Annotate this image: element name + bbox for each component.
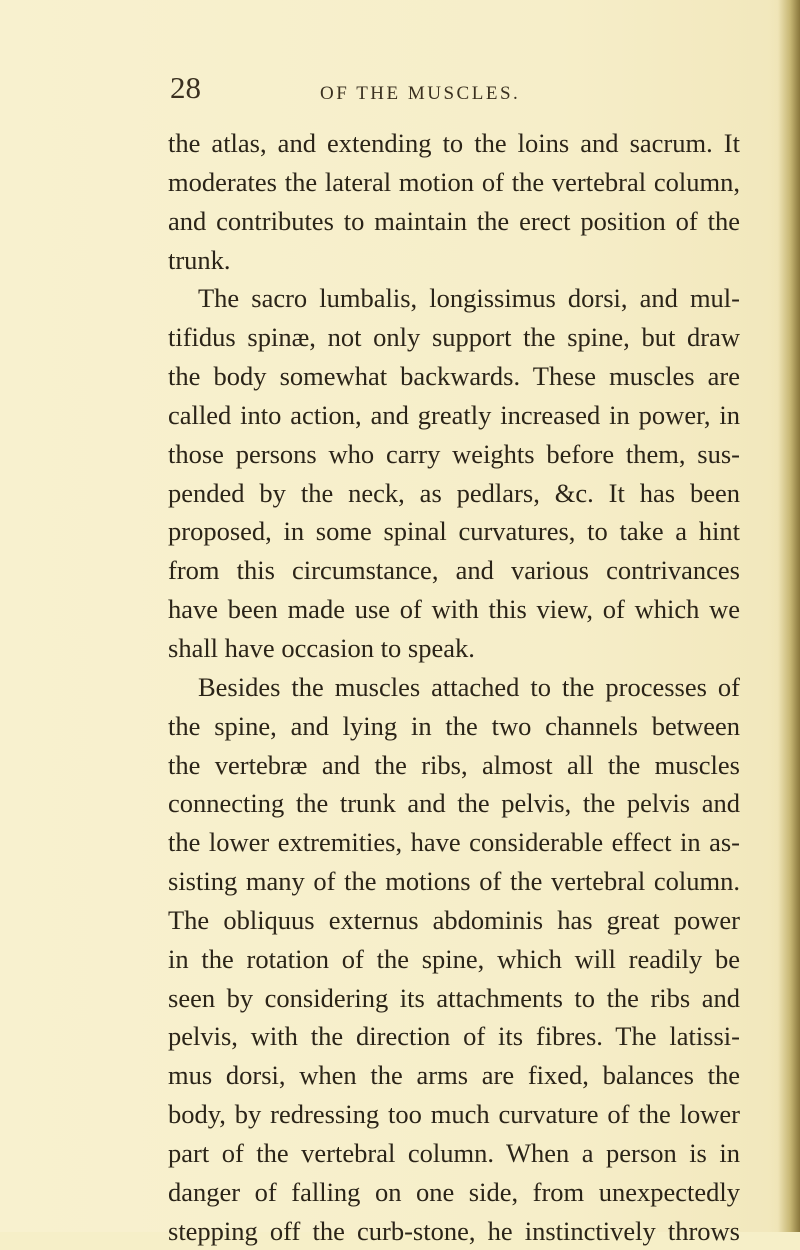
text-line: tifidus spinæ, not only support the spine, but draw <box>168 322 740 353</box>
body-text <box>168 124 740 1250</box>
text-line: from this circumstance, and various contrivances <box>168 555 740 586</box>
text-line: in the rotation of the spine, which will readily be <box>168 943 740 974</box>
text-line: danger of falling on one side, from unexpectedly <box>168 1176 740 1207</box>
text-line: Besides the muscles attached to the processes of <box>198 671 740 702</box>
text-line: shall have occasion to speak. <box>168 632 475 663</box>
text-line: the spine, and lying in the two channels between <box>168 710 740 741</box>
text-line: trunk. <box>168 244 231 275</box>
text-line: The sacro lumbalis, longissimus dorsi, and mul- <box>198 283 740 314</box>
text-line: The obliquus externus abdominis has great power <box>168 904 740 935</box>
text-line: sisting many of the motions of the vertebral column. <box>168 866 740 897</box>
text-line: part of the vertebral column. When a person is in <box>168 1137 740 1168</box>
text-line: the lower extremities, have considerable effect in as- <box>168 827 740 858</box>
page-edge-shadow <box>778 0 800 1232</box>
text-line: proposed, in some spinal curvatures, to take a hint <box>168 516 740 547</box>
running-head: OF THE MUSCLES. <box>320 83 521 104</box>
text-line: the vertebræ and the ribs, almost all the muscles <box>168 749 740 780</box>
text-line: and contributes to maintain the erect position of the <box>168 205 740 236</box>
text-line: the atlas, and extending to the loins and sacrum. It <box>168 128 740 158</box>
text-line: moderates the lateral motion of the vertebral column, <box>168 166 740 197</box>
text-line: mus dorsi, when the arms are fixed, balances the <box>168 1060 740 1091</box>
text-line: stepping off the curb-stone, he instinctively throws <box>168 1215 740 1246</box>
text-line: pended by the neck, as pedlars, &c. It has been <box>168 477 740 508</box>
text-line: seen by considering its attachments to the ribs and <box>168 982 740 1013</box>
text-line: those persons who carry weights before them, sus- <box>168 438 740 469</box>
text-line: connecting the trunk and the pelvis, the pelvis and <box>168 788 740 819</box>
text-line: the body somewhat backwards. These muscles are <box>168 361 740 392</box>
text-line: body, by redressing too much curvature of the lower <box>168 1099 740 1130</box>
page-number: 28 <box>170 70 201 105</box>
page-header <box>170 72 690 112</box>
text-line: pelvis, with the direction of its fibres. The latissi- <box>168 1021 740 1052</box>
text-line: called into action, and greatly increased in power, in <box>168 399 740 430</box>
text-line: have been made use of with this view, of which we <box>168 594 740 625</box>
